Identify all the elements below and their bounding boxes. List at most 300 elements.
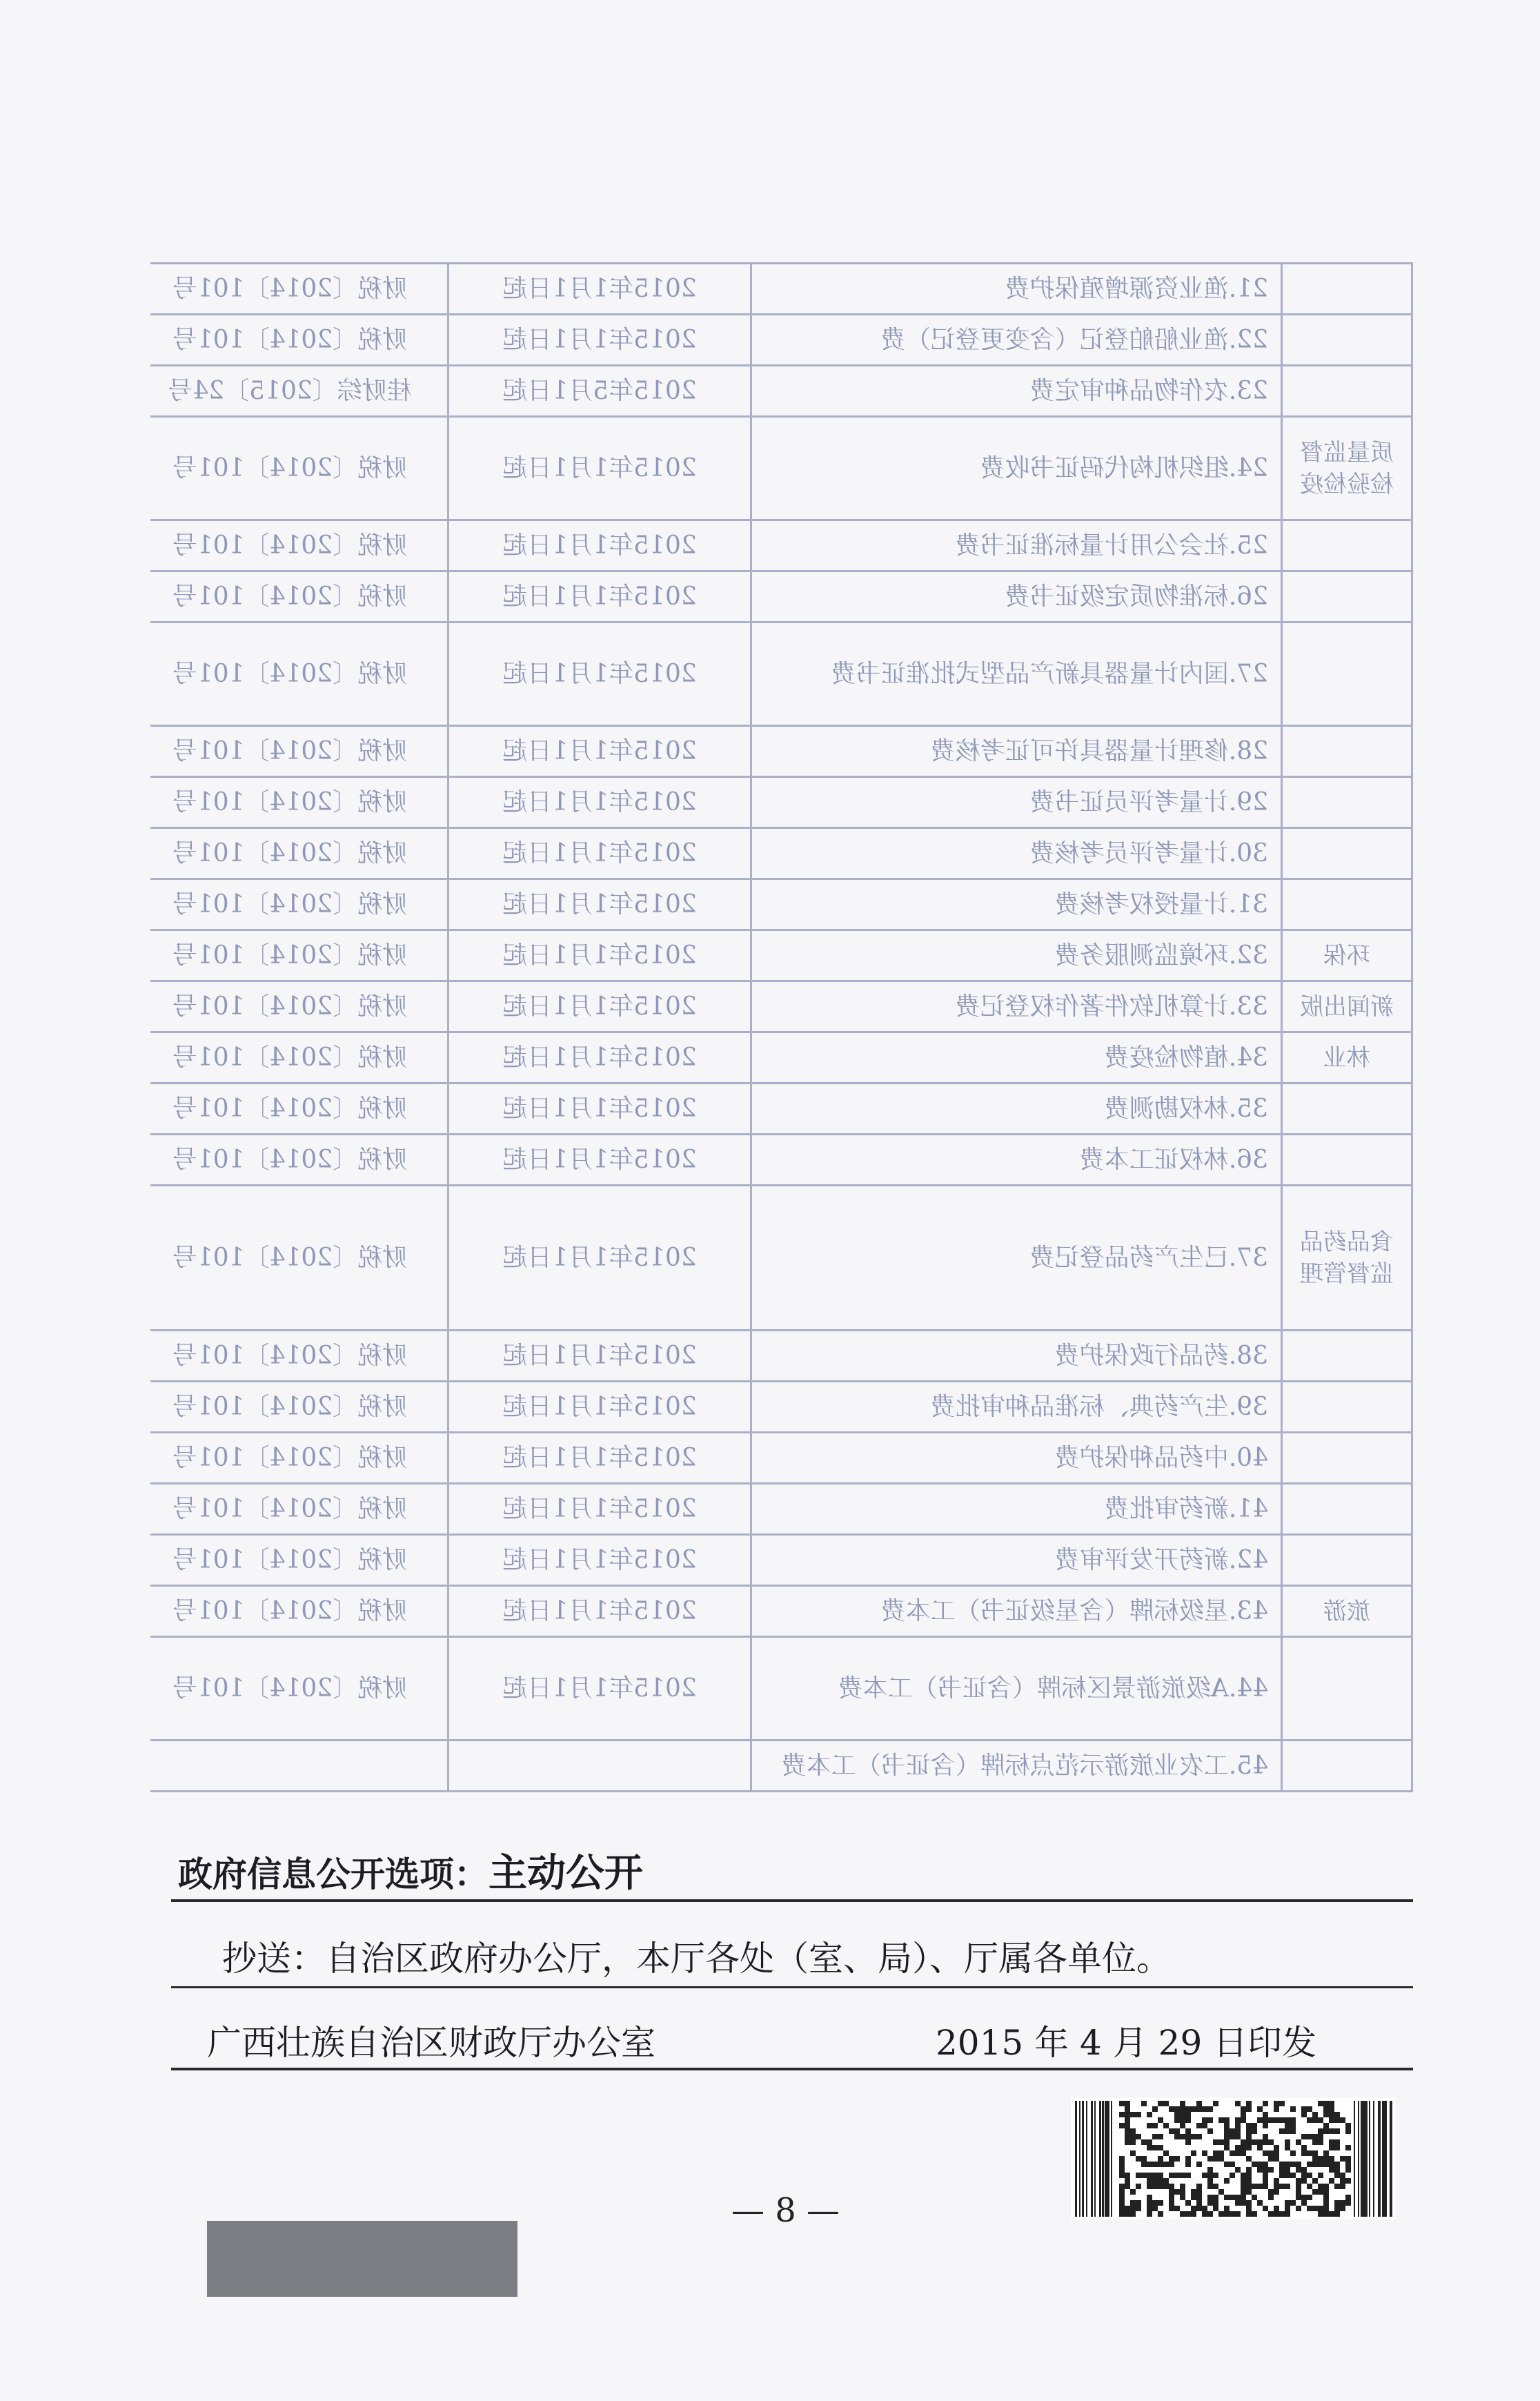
barcode-module: [1119, 2112, 1125, 2117]
barcode-module: [1252, 2211, 1257, 2217]
table-row: [150, 571, 1412, 623]
barcode-module: [1329, 2106, 1334, 2112]
barcode-module: [1196, 2200, 1202, 2206]
barcode-module: [1290, 2117, 1296, 2123]
barcode-module: [1213, 2150, 1218, 2156]
category-cell: [1282, 520, 1412, 571]
table-row: [150, 1433, 1412, 1484]
barcode-module: [1274, 2117, 1279, 2123]
item-cell: 30.计量考评员考核费: [751, 828, 1282, 879]
barcode-module: [1158, 2145, 1163, 2150]
item-cell: 31.计量授权考核费: [751, 879, 1282, 930]
barcode-module: [1224, 2195, 1230, 2200]
barcode-module: [1329, 2117, 1334, 2123]
barcode-module: [1119, 2101, 1125, 2106]
barcode-module: [1323, 2101, 1329, 2106]
barcode-module: [1274, 2150, 1279, 2156]
date-cell: 2015年1月1日起: [448, 520, 751, 571]
barcode-module: [1318, 2206, 1323, 2211]
barcode-module: [1263, 2112, 1268, 2117]
date-cell: 2015年1月1日起: [448, 1433, 751, 1484]
barcode-module: [1312, 2189, 1318, 2195]
item-cell: 45.工农业旅游示范点标牌（含证书）工本费: [751, 1741, 1282, 1792]
barcode-module: [1241, 2145, 1246, 2150]
barcode-bar: [1086, 2101, 1087, 2217]
barcode-module: [1119, 2184, 1125, 2189]
barcode-module: [1252, 2139, 1257, 2145]
barcode-module: [1180, 2211, 1185, 2217]
table-row: [150, 366, 1412, 417]
barcode-module: [1257, 2184, 1263, 2189]
doc-cell: 财税〔2014〕101号: [150, 571, 448, 623]
barcode-bar: [1373, 2101, 1374, 2217]
barcode-module: [1279, 2128, 1285, 2134]
barcode-module: [1152, 2173, 1158, 2178]
barcode-module: [1323, 2184, 1329, 2189]
barcode-module: [1252, 2128, 1257, 2134]
barcode-module: [1318, 2189, 1323, 2195]
doc-cell: 财税〔2014〕101号: [150, 879, 448, 930]
date-cell: 2015年5月1日起: [448, 366, 751, 417]
barcode-module: [1263, 2123, 1268, 2128]
barcode-module: [1180, 2106, 1185, 2112]
barcode-module: [1174, 2156, 1180, 2162]
barcode-module: [1163, 2101, 1169, 2106]
table-row: [150, 828, 1412, 879]
barcode-module: [1180, 2101, 1185, 2106]
barcode-module: [1252, 2184, 1257, 2189]
barcode-module: [1185, 2112, 1191, 2117]
barcode-module: [1246, 2101, 1252, 2106]
doc-cell: 财税〔2014〕101号: [150, 1032, 448, 1084]
barcode-module: [1318, 2134, 1323, 2139]
barcode-module: [1318, 2184, 1323, 2189]
barcode-module: [1296, 2195, 1301, 2200]
barcode-module: [1274, 2145, 1279, 2150]
barcode-module: [1345, 2123, 1351, 2128]
doc-cell: [150, 1741, 448, 1792]
table-row: [150, 981, 1412, 1032]
barcode-module: [1207, 2167, 1213, 2173]
barcode-module: [1318, 2139, 1323, 2145]
barcode-module: [1334, 2200, 1340, 2206]
barcode-module: [1174, 2134, 1180, 2139]
barcode-module: [1213, 2184, 1218, 2189]
barcode-module: [1241, 2200, 1246, 2206]
barcode-module: [1290, 2128, 1296, 2134]
barcode-module: [1312, 2117, 1318, 2123]
category-cell: [1282, 1135, 1412, 1186]
barcode-module: [1241, 2106, 1246, 2112]
barcode-module: [1252, 2195, 1257, 2200]
barcode-module: [1147, 2206, 1152, 2211]
barcode-module: [1274, 2101, 1279, 2106]
barcode-bar: [1382, 2101, 1385, 2217]
barcode-module: [1158, 2178, 1163, 2184]
date-cell: 2015年1月1日起: [448, 264, 751, 315]
barcode-module: [1296, 2206, 1301, 2211]
barcode-bar: [1105, 2101, 1107, 2217]
category-cell: 林业: [1282, 1032, 1412, 1084]
date-cell: 2015年1月1日起: [448, 1382, 751, 1433]
barcode-module: [1158, 2173, 1163, 2178]
barcode-module: [1141, 2139, 1147, 2145]
barcode-module: [1301, 2112, 1307, 2117]
barcode-module: [1246, 2123, 1252, 2128]
barcode-bar: [1091, 2101, 1093, 2217]
barcode-module: [1268, 2156, 1274, 2162]
barcode-module: [1290, 2173, 1296, 2178]
category-cell: 质量监督检验检疫: [1282, 417, 1412, 520]
barcode-module: [1312, 2206, 1318, 2211]
barcode-bar: [1079, 2101, 1080, 2217]
table-row: [150, 930, 1412, 981]
barcode-module: [1274, 2156, 1279, 2162]
barcode-module: [1345, 2167, 1351, 2173]
barcode-module: [1301, 2134, 1307, 2139]
barcode-bar: [1369, 2101, 1370, 2217]
barcode-module: [1246, 2178, 1252, 2184]
barcode-module: [1279, 2211, 1285, 2217]
barcode-module: [1263, 2173, 1268, 2178]
barcode-module: [1235, 2145, 1241, 2150]
category-cell: [1282, 879, 1412, 930]
barcode-module: [1169, 2156, 1174, 2162]
doc-cell: 财税〔2014〕101号: [150, 726, 448, 777]
date-cell: 2015年1月1日起: [448, 1032, 751, 1084]
barcode-module: [1125, 2128, 1130, 2134]
barcode-module: [1290, 2162, 1296, 2167]
barcode-module: [1224, 2134, 1230, 2139]
barcode-module: [1307, 2134, 1312, 2139]
barcode-module: [1241, 2139, 1246, 2145]
barcode-module: [1230, 2134, 1235, 2139]
item-cell: 44.A级旅游景区标牌（含证书）工本费: [751, 1637, 1282, 1741]
issuer: 广西壮族自治区财政厅办公室: [207, 2023, 655, 2063]
doc-cell: 财税〔2014〕101号: [150, 417, 448, 520]
barcode-module: [1169, 2184, 1174, 2189]
barcode-bar: [1075, 2101, 1077, 2217]
barcode-module: [1246, 2145, 1252, 2150]
date-cell: 2015年1月1日起: [448, 828, 751, 879]
barcode-module: [1213, 2206, 1218, 2211]
barcode-module: [1246, 2206, 1252, 2211]
barcode-module: [1119, 2123, 1125, 2128]
barcode-module: [1263, 2139, 1268, 2145]
barcode-module: [1318, 2162, 1323, 2167]
barcode-module: [1174, 2112, 1180, 2117]
doc-cell: 财税〔2014〕101号: [150, 1331, 448, 1382]
barcode-module: [1274, 2184, 1279, 2189]
barcode-module: [1125, 2178, 1130, 2184]
doc-cell: 财税〔2014〕101号: [150, 1586, 448, 1637]
barcode-bar: [1366, 2101, 1368, 2217]
barcode-module: [1312, 2112, 1318, 2117]
barcode-module: [1241, 2184, 1246, 2189]
barcode-module: [1191, 2134, 1196, 2139]
barcode-module: [1169, 2189, 1174, 2195]
category-cell: [1282, 315, 1412, 366]
barcode-icon: [1071, 2098, 1395, 2219]
barcode-module: [1158, 2156, 1163, 2162]
category-cell: [1282, 1741, 1412, 1792]
barcode-module: [1246, 2167, 1252, 2173]
barcode-module: [1235, 2101, 1241, 2106]
barcode-module: [1235, 2195, 1241, 2200]
barcode-module: [1196, 2206, 1202, 2211]
barcode-module: [1307, 2106, 1312, 2112]
barcode-bar: [1378, 2101, 1381, 2217]
barcode-module: [1323, 2106, 1329, 2112]
barcode-module: [1235, 2123, 1241, 2128]
barcode-bar: [1107, 2101, 1109, 2217]
category-cell: [1282, 1084, 1412, 1135]
barcode-module: [1334, 2167, 1340, 2173]
barcode-module: [1196, 2134, 1202, 2139]
barcode-module: [1301, 2145, 1307, 2150]
barcode-module: [1147, 2173, 1152, 2178]
item-cell: 24.组织机构代码证书收费: [751, 417, 1282, 520]
barcode-module: [1307, 2195, 1312, 2200]
barcode-module: [1136, 2173, 1141, 2178]
rule-bottom: [171, 2068, 1413, 2070]
barcode-module: [1329, 2145, 1334, 2150]
category-cell: [1282, 571, 1412, 623]
barcode-module: [1329, 2178, 1334, 2184]
page-number: — 8 —: [731, 2191, 840, 2230]
barcode-module: [1147, 2162, 1152, 2167]
barcode-module: [1207, 2128, 1213, 2134]
barcode-module: [1274, 2206, 1279, 2211]
barcode-module: [1180, 2189, 1185, 2195]
barcode-module: [1329, 2156, 1334, 2162]
barcode-module: [1257, 2200, 1263, 2206]
item-cell: 29.计量考评员证书费: [751, 777, 1282, 828]
doc-cell: 财税〔2014〕101号: [150, 1484, 448, 1535]
barcode-module: [1196, 2123, 1202, 2128]
barcode-module: [1241, 2189, 1246, 2195]
barcode-module: [1279, 2184, 1285, 2189]
barcode-module: [1296, 2184, 1301, 2189]
barcode-bar: [1385, 2101, 1387, 2217]
barcode-module: [1296, 2162, 1301, 2167]
barcode-module: [1301, 2178, 1307, 2184]
redaction-block: [207, 2221, 517, 2297]
barcode-module: [1323, 2189, 1329, 2195]
barcode-module: [1312, 2178, 1318, 2184]
barcode-module: [1235, 2128, 1241, 2134]
barcode-module: [1334, 2184, 1340, 2189]
barcode-module: [1174, 2189, 1180, 2195]
date-cell: 2015年1月1日起: [448, 1135, 751, 1186]
barcode-module: [1252, 2123, 1257, 2128]
barcode-module: [1141, 2162, 1147, 2167]
barcode-module: [1301, 2150, 1307, 2156]
doc-cell: 财税〔2014〕101号: [150, 520, 448, 571]
barcode-module: [1246, 2106, 1252, 2112]
barcode-module: [1136, 2156, 1141, 2162]
disclosure-label: 政府信息公开选项：: [178, 1854, 488, 1894]
barcode-module: [1218, 2156, 1224, 2162]
barcode-module: [1318, 2173, 1323, 2178]
barcode-module: [1246, 2173, 1252, 2178]
barcode-module: [1285, 2167, 1290, 2173]
barcode-module: [1180, 2123, 1185, 2128]
barcode-bar: [1358, 2101, 1359, 2217]
barcode-module: [1224, 2117, 1230, 2123]
barcode-module: [1141, 2156, 1147, 2162]
barcode-bar: [1363, 2101, 1366, 2217]
barcode-module: [1334, 2162, 1340, 2167]
barcode-module: [1246, 2134, 1252, 2139]
barcode-module: [1158, 2211, 1163, 2217]
bleed-through-table: [150, 262, 1413, 1925]
barcode-module: [1202, 2173, 1207, 2178]
barcode-module: [1202, 2123, 1207, 2128]
category-cell: [1282, 1484, 1412, 1535]
barcode-module: [1318, 2101, 1323, 2106]
barcode-module: [1136, 2112, 1141, 2117]
barcode-module: [1119, 2195, 1125, 2200]
barcode-module: [1230, 2150, 1235, 2156]
barcode-module: [1125, 2184, 1130, 2189]
barcode-module: [1180, 2117, 1185, 2123]
barcode-module: [1318, 2211, 1323, 2217]
barcode-module: [1268, 2195, 1274, 2200]
category-cell: 新闻出版: [1282, 981, 1412, 1032]
barcode-module: [1334, 2173, 1340, 2178]
barcode-module: [1246, 2156, 1252, 2162]
barcode-module: [1279, 2167, 1285, 2173]
barcode-module: [1263, 2178, 1268, 2184]
category-cell: [1282, 366, 1412, 417]
doc-cell: 财税〔2014〕101号: [150, 930, 448, 981]
barcode-module: [1230, 2173, 1235, 2178]
barcode-module: [1329, 2101, 1334, 2106]
barcode-module: [1136, 2206, 1141, 2211]
barcode-module: [1301, 2200, 1307, 2206]
barcode-module: [1285, 2211, 1290, 2217]
barcode-module: [1213, 2173, 1218, 2178]
barcode-module: [1329, 2162, 1334, 2167]
item-cell: 33.计算机软件著作权登记费: [751, 981, 1282, 1032]
barcode-module: [1125, 2173, 1130, 2178]
date-cell: 2015年1月1日起: [448, 571, 751, 623]
barcode-module: [1207, 2106, 1213, 2112]
doc-cell: 财税〔2014〕101号: [150, 777, 448, 828]
barcode-module: [1180, 2195, 1185, 2200]
item-cell: 23.农作物品种审定费: [751, 366, 1282, 417]
barcode-module: [1268, 2117, 1274, 2123]
barcode-module: [1163, 2162, 1169, 2167]
barcode-module: [1340, 2206, 1345, 2211]
barcode-module: [1185, 2106, 1191, 2112]
barcode-module: [1329, 2211, 1334, 2217]
barcode-module: [1268, 2150, 1274, 2156]
category-cell: [1282, 1637, 1412, 1741]
barcode-module: [1185, 2156, 1191, 2162]
barcode-module: [1334, 2112, 1340, 2117]
barcode-module: [1318, 2128, 1323, 2134]
barcode-module: [1196, 2162, 1202, 2167]
barcode-bar: [1099, 2101, 1101, 2217]
barcode-module: [1290, 2200, 1296, 2206]
barcode-module: [1207, 2173, 1213, 2178]
barcode-module: [1263, 2150, 1268, 2156]
barcode-module: [1301, 2106, 1307, 2112]
barcode-module: [1180, 2134, 1185, 2139]
barcode-module: [1207, 2184, 1213, 2189]
barcode-module: [1196, 2101, 1202, 2106]
barcode-module: [1285, 2184, 1290, 2189]
barcode-module: [1207, 2200, 1213, 2206]
item-cell: 40.中药品种保护费: [751, 1433, 1282, 1484]
barcode-module: [1152, 2200, 1158, 2206]
barcode-bar: [1082, 2101, 1084, 2217]
barcode-module: [1263, 2134, 1268, 2139]
barcode-module: [1290, 2106, 1296, 2112]
barcode-module: [1340, 2178, 1345, 2184]
barcode-module: [1323, 2123, 1329, 2128]
doc-cell: 财税〔2014〕101号: [150, 315, 448, 366]
barcode-module: [1318, 2156, 1323, 2162]
barcode-module: [1130, 2128, 1136, 2134]
barcode-module: [1174, 2206, 1180, 2211]
barcode-module: [1141, 2101, 1147, 2106]
barcode-module: [1213, 2195, 1218, 2200]
barcode-module: [1191, 2150, 1196, 2156]
barcode-module: [1224, 2123, 1230, 2128]
barcode-module: [1285, 2128, 1290, 2134]
barcode-module: [1246, 2139, 1252, 2145]
item-cell: 42.新药开发评审费: [751, 1535, 1282, 1586]
item-cell: 32.环境监测服务费: [751, 930, 1282, 981]
barcode-module: [1185, 2162, 1191, 2167]
barcode-module: [1323, 2211, 1329, 2217]
barcode-module: [1169, 2206, 1174, 2211]
barcode-module: [1257, 2139, 1263, 2145]
barcode-module: [1174, 2128, 1180, 2134]
date-cell: 2015年1月1日起: [448, 1186, 751, 1331]
barcode-module: [1296, 2139, 1301, 2145]
barcode-module: [1130, 2134, 1136, 2139]
barcode-module: [1257, 2106, 1263, 2112]
barcode-module: [1147, 2145, 1152, 2150]
barcode-module: [1158, 2200, 1163, 2206]
table-row: [150, 879, 1412, 930]
barcode-module: [1163, 2123, 1169, 2128]
table-row: [150, 777, 1412, 828]
doc-cell: 财税〔2014〕101号: [150, 1637, 448, 1741]
doc-cell: 财税〔2014〕101号: [150, 1135, 448, 1186]
barcode-module: [1202, 2206, 1207, 2211]
barcode-module: [1125, 2139, 1130, 2145]
category-cell: [1282, 1433, 1412, 1484]
barcode-module: [1312, 2162, 1318, 2167]
barcode-module: [1224, 2128, 1230, 2134]
barcode-module: [1285, 2123, 1290, 2128]
barcode-module: [1147, 2211, 1152, 2217]
barcode-module: [1285, 2145, 1290, 2150]
barcode-module: [1169, 2106, 1174, 2112]
barcode-module: [1185, 2128, 1191, 2134]
barcode-module: [1235, 2200, 1241, 2206]
table-row: [150, 1135, 1412, 1186]
table-row: [150, 1084, 1412, 1135]
date-cell: 2015年1月1日起: [448, 623, 751, 726]
barcode-module: [1334, 2145, 1340, 2150]
item-cell: 35.林权勘测费: [751, 1084, 1282, 1135]
